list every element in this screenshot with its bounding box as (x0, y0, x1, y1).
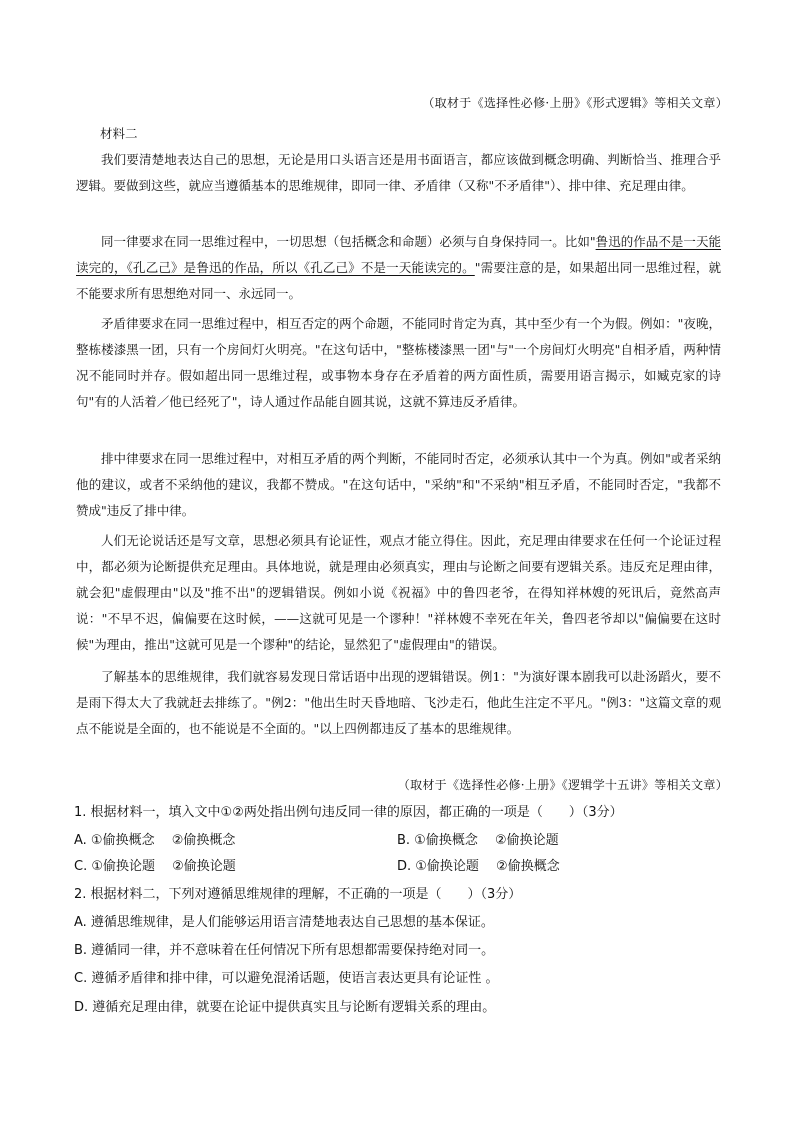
question-2-option-a[interactable]: A. 遵循思维规律，是人们能够运用语言清楚地表达自己思想的基本保证。 (74, 915, 494, 930)
paragraph-1: 我们要清楚地表达自己的思想，无论是用口头语言还是用书面语言，都应该做到概念明确、判断恰当、推理合乎逻辑。要做到这些，就应当遵循基本的思维规律，即同一律、矛盾律（又称"不矛盾律"）、排中律、充足理由律。 (76, 152, 721, 193)
paragraph-2-underlined-example: 鲁迅的作品不是一天能读完的，《孔乙己》是鲁迅的作品，所以《孔乙己》不是一天能读完的。 (76, 234, 721, 275)
source-citation-1: （取材于《选择性必修·上册》《形式逻辑》等相关文章） (422, 96, 728, 110)
paragraph-4: 排中律要求在同一思维过程中，对相互矛盾的两个判断，不能同时否定，必须承认其中一个为真。例如"或者采纳他的建议，或者不采纳他的建议，我都不赞成。"在这句话中，"采纳"和"不采纳"相互矛盾，不能同时否定，"我都不赞成"违反了排中律。 (76, 451, 721, 518)
question-1-stem: 1. 根据材料一，填入文中①②两处指出例句违反同一律的原因，都正确的一项是（ ）（3分） (74, 805, 623, 820)
question-2-option-b[interactable]: B. 遵循同一律，并不意味着在任何情况下所有思想都需要保持绝对同一。 (74, 943, 495, 958)
paragraph-5: 人们无论说话还是写文章，思想必须具有论证性，观点才能立得住。因此，充足理由律要求在任何一个论证过程中，都必须为论断提供充足理由。具体地说，就是理由必须真实，理由与论断之间要有逻辑关系。违反充足理由律，就会犯"虚假理由"以及"推不出"的逻辑错误。例如小说《祝福》中的鲁四老爷，在得知祥林嫂的死讯后，竟然高声说："不早不迟，偏偏要在这时候，——这就可见是一个谬种！"祥林嫂不幸死在年关，鲁四老爷却以"偏偏要在这时候"为理由，推出"这就可见是一个谬种"的结论，显然犯了"虚假理由"的错误。 (76, 533, 721, 652)
paragraph-6: 了解基本的思维规律，我们就容易发现日常话语中出现的逻辑错误。例1："为演好课本剧我可以赴汤蹈火，要不是雨下得太大了我就赶去排练了。"例2："他出生时天昏地暗、飞沙走石，他此生注定不平凡。"例3："这篇文章的观点不能说是全面的，也不能说是不全面的。"以上四例都违反了基本的思维规律。 (76, 669, 721, 736)
material-label: 材料二 (100, 126, 138, 141)
question-2-option-c[interactable]: C. 遵循矛盾律和排中律，可以避免混淆话题，使语言表达更具有论证性 。 (74, 971, 499, 986)
paragraph-2-text-a: 同一律要求在同一思维过程中，一切思想（包括概念和命题）必须与自身保持同一。比如" (101, 234, 596, 249)
question-1-option-b[interactable]: B. ①偷换概念 ②偷换论题 (397, 833, 559, 848)
question-1-option-c[interactable]: C. ①偷换论题 ②偷换论题 (74, 859, 236, 874)
paragraph-2-text-b: "需要注意的是，如果超出同一思维过程，就不能要求所有思想绝对同一、永远同一。 (76, 260, 721, 301)
question-1-option-a[interactable]: A. ①偷换概念 ②偷换概念 (74, 833, 236, 848)
question-1-option-d[interactable]: D. ①偷换论题 ②偷换概念 (397, 859, 560, 874)
source-citation-2: （取材于《选择性必修·上册》《逻辑学十五讲》等相关文章） (397, 778, 728, 792)
paragraph-3: 矛盾律要求在同一思维过程中，相互否定的两个命题，不能同时肯定为真，其中至少有一个为假。例如："夜晚，整栋楼漆黑一团，只有一个房间灯火明亮。"在这句话中，"整栋楼漆黑一团"与"一个房间灯火明亮"自相矛盾，两种情况不能同时并存。假如超出同一思维过程，或事物本身存在矛盾着的两方面性质，需要用语言揭示，如臧克家的诗句"有的人活着／他已经死了"，诗人通过作品能自圆其说，这就不算违反矛盾律。 (76, 316, 721, 409)
question-2-option-d[interactable]: D. 遵循充足理由律，就要在论证中提供真实且与论断有逻辑关系的理由。 (74, 1000, 496, 1015)
question-2-stem: 2. 根据材料二，下列对遵循思维规律的理解，不正确的一项是（ ）（3分） (74, 887, 522, 902)
paragraph-2 (76, 229, 721, 307)
